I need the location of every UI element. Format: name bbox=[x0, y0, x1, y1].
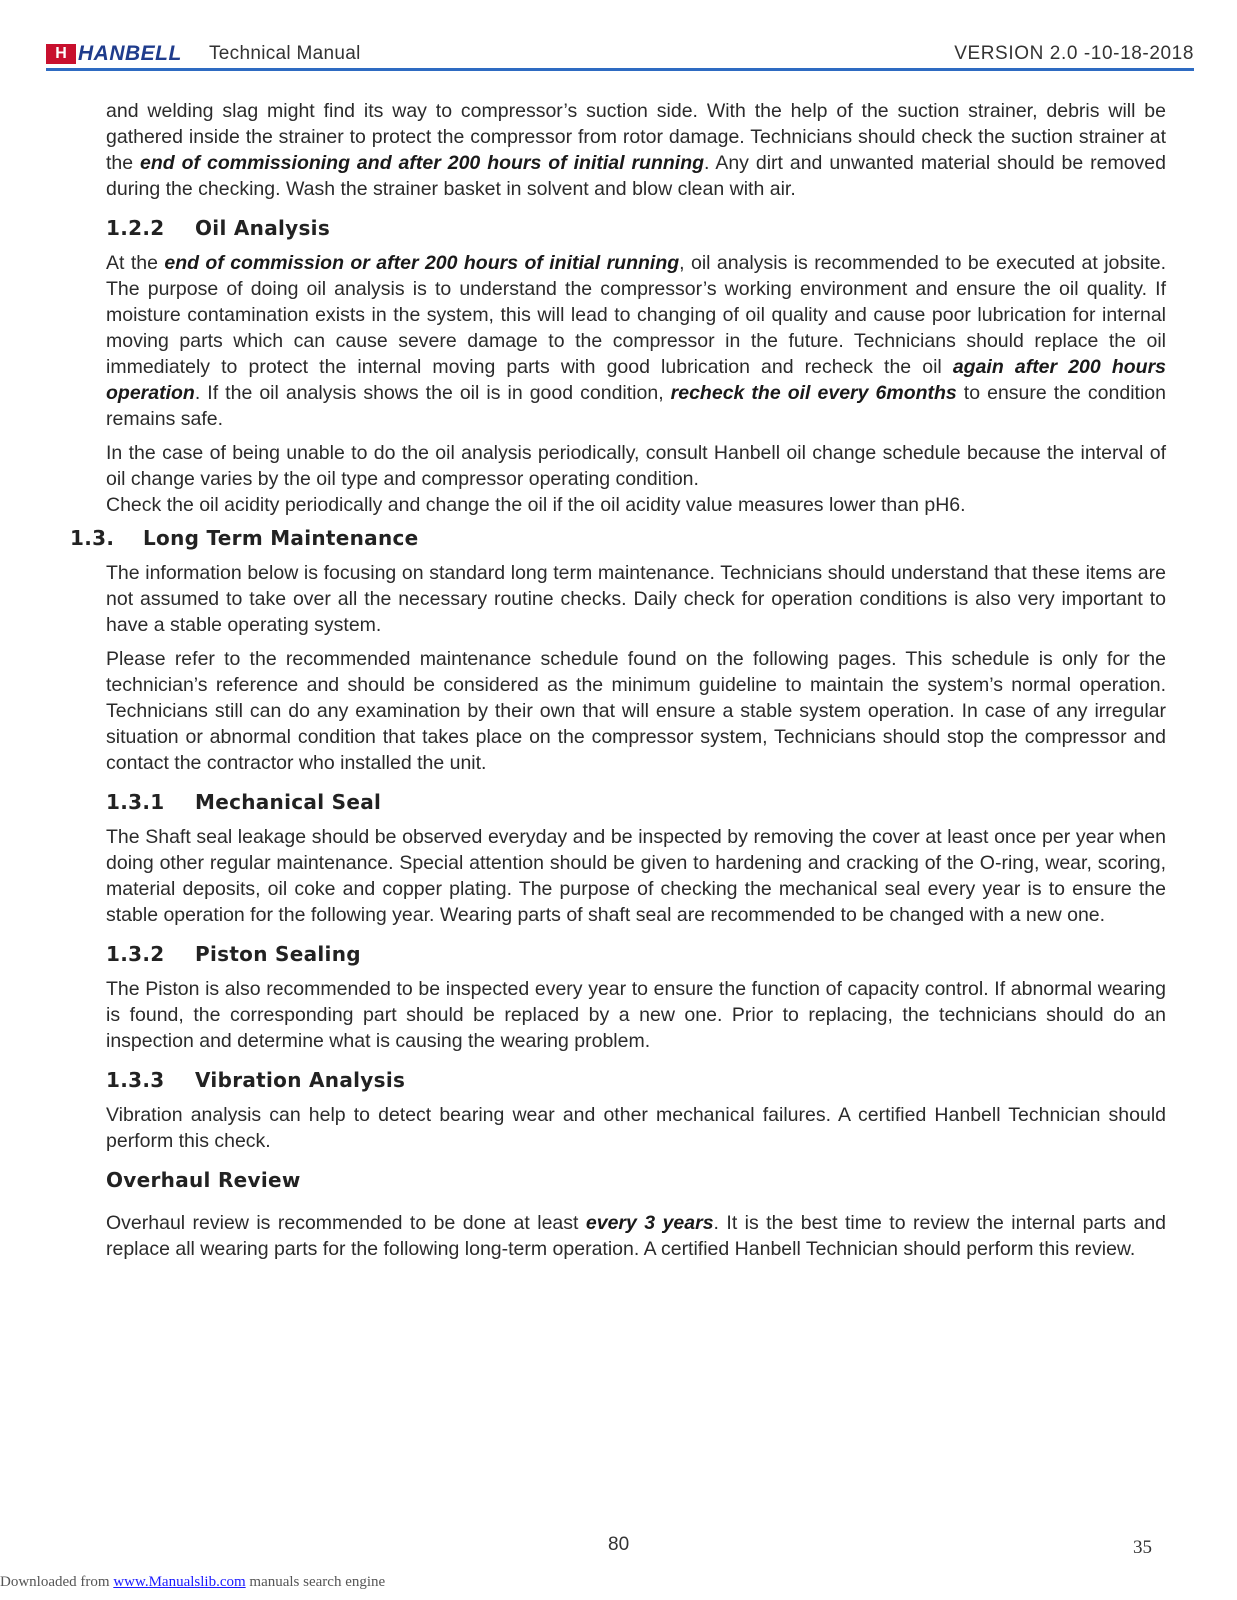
heading-oil-analysis: 1.2.2 Oil Analysis bbox=[106, 216, 331, 240]
manualslib-link[interactable]: www.Manualslib.com bbox=[113, 1574, 246, 1590]
piston-sealing-paragraph: The Piston is also recommended to be inspected every year to ensure the function of capacity control. If abnormal wearing is found, the corresponding part should be replaced by a new one. Prior to replacing, the technicians should do an inspection and determine what is causing the wearing problem. bbox=[106, 978, 1166, 1052]
heading-piston-sealing: 1.3.2 Piston Sealing bbox=[106, 942, 361, 966]
oil-analysis-paragraph-3: Check the oil acidity periodically and change the oil if the oil acidity value measures lower than pH6. bbox=[106, 494, 966, 516]
header-version: VERSION 2.0 -10-18-2018 bbox=[954, 43, 1194, 64]
footer-prefix: Downloaded from bbox=[0, 1574, 114, 1590]
overhaul-review-paragraph: Overhaul review is recommended to be done at least every 3 years. It is the best time to review the internal parts and replace all wearing parts for the following long-term operation. A certified Hanbell Technician should perform this review. bbox=[106, 1212, 1167, 1260]
page-content bbox=[70, 98, 1167, 1270]
page-header bbox=[46, 40, 1194, 70]
oil-analysis-paragraph-2: In the case of being unable to do the oil analysis periodically, consult Hanbell oil change schedule because the interval of oil change varies by the oil type and compressor operating condition. bbox=[106, 442, 1166, 490]
intro-paragraph: and welding slag might find its way to compressor’s suction side. With the help of the suction strainer, debris will be gathered inside the strainer to protect the compressor from rotor damage. Technicians should check the suction strainer at the end of commissioning and after 200 hours of initial running. Any dirt and unwanted material should be removed during the checking. Wash the strainer basket in solvent and blow clean with air. bbox=[106, 100, 1166, 200]
logo-text: HANBELL bbox=[78, 42, 182, 65]
long-term-paragraph-2: Please refer to the recommended maintenance schedule found on the following pages. This schedule is only for the technician’s reference and should be considered as the minimum guideline to maintain the system’s normal operation. Technicians still can do any examination by their own that will ensure a stable system operation. In case of any irregular situation or abnormal condition that takes place on the compressor system, Technicians should stop the compressor and contact the contractor who installed the unit. bbox=[106, 648, 1166, 774]
long-term-paragraph-1: The information below is focusing on standard long term maintenance. Technicians should understand that these items are not assumed to take over all the necessary routine checks. Daily check for operation conditions is also very important to have a stable operating system. bbox=[106, 562, 1166, 636]
header-divider bbox=[46, 68, 1194, 71]
vibration-analysis-paragraph: Vibration analysis can help to detect bearing wear and other mechanical failures. A certified Hanbell Technician should perform this check. bbox=[106, 1104, 1166, 1152]
heading-vibration-analysis: 1.3.3 Vibration Analysis bbox=[106, 1068, 406, 1092]
hanbell-logo bbox=[46, 43, 182, 65]
heading-mechanical-seal: 1.3.1 Mechanical Seal bbox=[106, 790, 382, 814]
oil-analysis-paragraph-1: At the end of commission or after 200 hours of initial running, oil analysis is recommended to be executed at jobsite. The purpose of doing oil analysis is to understand the compressor’s working environment and ensure the oil quality. If moisture contamination exists in the system, this will lead to changing of oil quality and cause poor lubrication for internal moving parts which can cause severe damage to the compressor in the future. Technicians should replace the oil immediately to protect the internal moving parts with good lubrication and recheck the oil again after 200 hours operation. If the oil analysis shows the oil is in good condition, recheck the oil every 6months to ensure the condition remains safe. bbox=[106, 252, 1166, 430]
page-number-right: 35 bbox=[1133, 1537, 1152, 1558]
heading-long-term-maintenance: 1.3. Long Term Maintenance bbox=[70, 526, 419, 550]
page-number-center: 80 bbox=[608, 1534, 630, 1555]
footer-suffix: manuals search engine bbox=[245, 1574, 386, 1590]
header-title: Technical Manual bbox=[209, 43, 361, 64]
logo-mark-icon: H bbox=[46, 44, 76, 64]
heading-overhaul-review: Overhaul Review bbox=[106, 1168, 301, 1192]
mechanical-seal-paragraph: The Shaft seal leakage should be observed everyday and be inspected by removing the cover at least once per year when doing other regular maintenance. Special attention should be given to hardening and cracking of the O-ring, wear, scoring, material deposits, oil coke and copper plating. The purpose of checking the mechanical seal every year is to ensure the stable operation for the following year. Wearing parts of shaft seal are recommended to be changed with a new one. bbox=[106, 826, 1166, 926]
download-footer bbox=[0, 1574, 385, 1591]
